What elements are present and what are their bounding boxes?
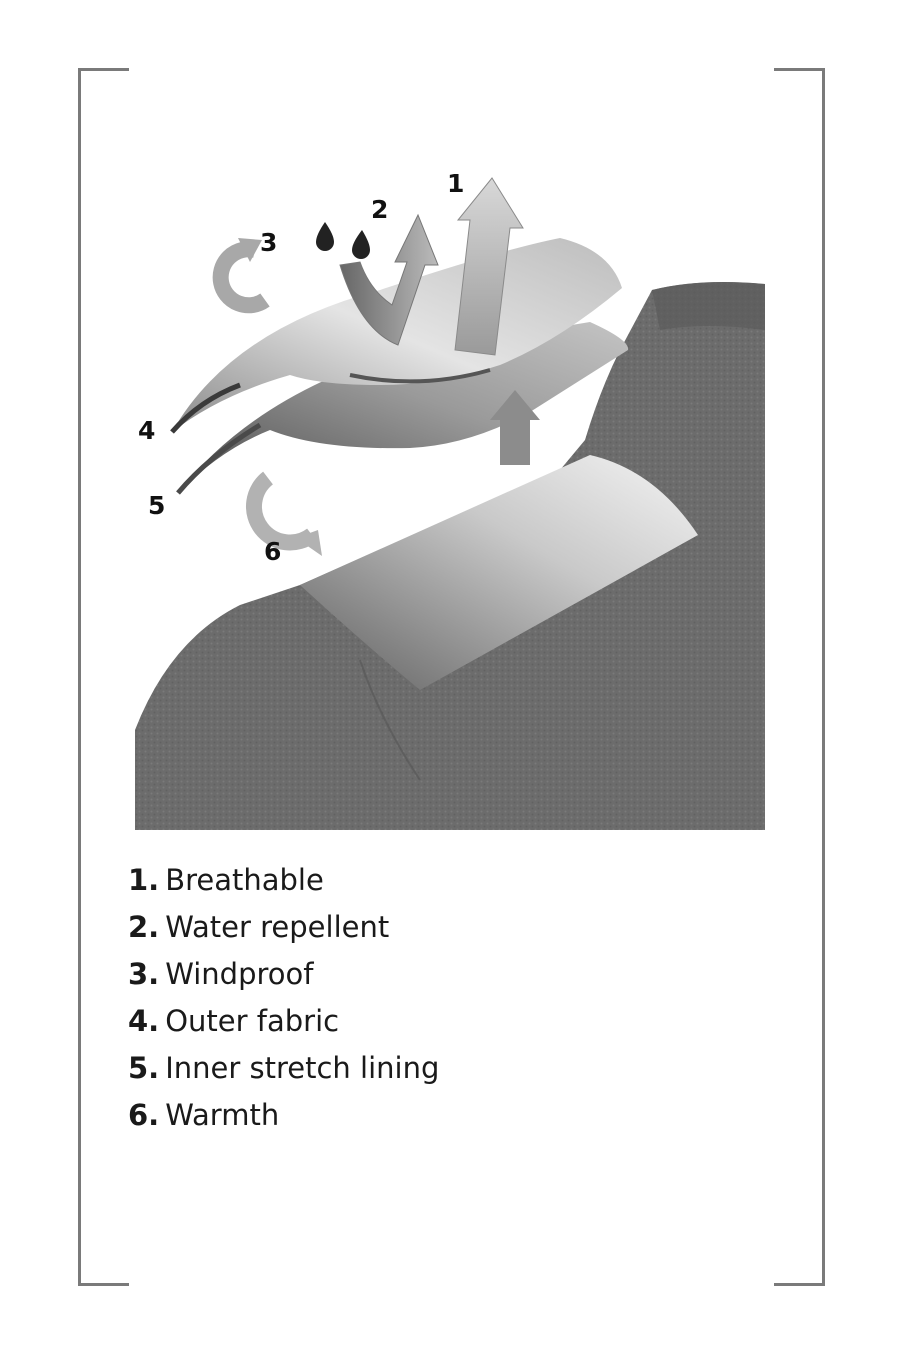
legend-number: 4. bbox=[128, 1004, 160, 1038]
legend-number: 6. bbox=[128, 1098, 160, 1132]
legend-number: 5. bbox=[128, 1051, 160, 1085]
legend-label: Windproof bbox=[165, 957, 314, 991]
legend-item bbox=[128, 860, 439, 907]
callout-5: 5 bbox=[148, 491, 166, 520]
callout-3: 3 bbox=[260, 228, 278, 257]
callout-6: 6 bbox=[264, 537, 282, 566]
frame-bracket-left bbox=[78, 68, 129, 1286]
legend-item bbox=[128, 1095, 439, 1142]
legend-item bbox=[128, 1048, 439, 1095]
callout-2: 2 bbox=[371, 195, 389, 224]
legend-label: Breathable bbox=[165, 863, 324, 897]
water-drop-icon bbox=[352, 230, 370, 259]
legend-label: Warmth bbox=[165, 1098, 280, 1132]
callout-1: 1 bbox=[447, 169, 465, 198]
windproof-arrow bbox=[221, 238, 265, 305]
legend-item bbox=[128, 1001, 439, 1048]
feature-legend bbox=[128, 860, 439, 1142]
water-drop-icon bbox=[316, 222, 334, 251]
legend-label: Outer fabric bbox=[165, 1004, 340, 1038]
legend-number: 2. bbox=[128, 910, 160, 944]
legend-item bbox=[128, 907, 439, 954]
legend-number: 1. bbox=[128, 863, 160, 897]
fabric-layers-diagram bbox=[130, 160, 770, 840]
frame-bracket-right bbox=[774, 68, 825, 1286]
callout-4: 4 bbox=[138, 416, 156, 445]
legend-item bbox=[128, 954, 439, 1001]
legend-label: Water repellent bbox=[165, 910, 390, 944]
legend-number: 3. bbox=[128, 957, 160, 991]
legend-label: Inner stretch lining bbox=[165, 1051, 440, 1085]
